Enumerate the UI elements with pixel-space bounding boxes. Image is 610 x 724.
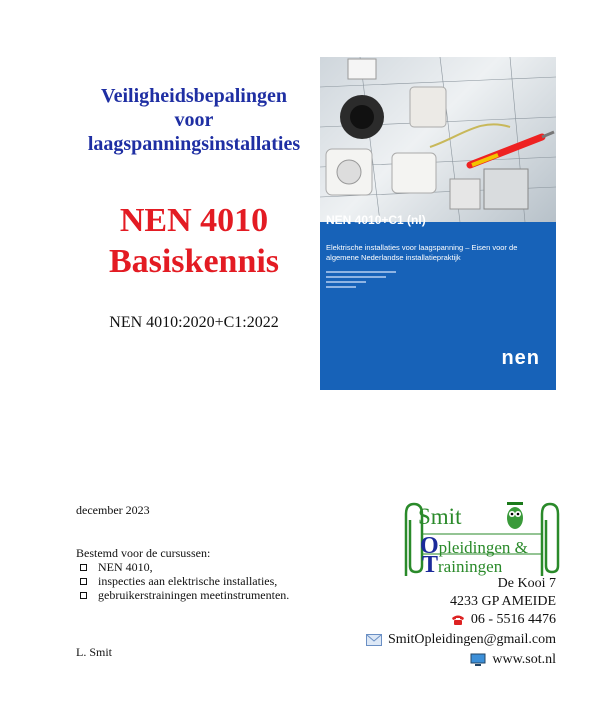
main-title <box>60 200 328 282</box>
website-link[interactable]: www.sot.nl <box>492 652 556 667</box>
cover-small-text <box>326 276 386 278</box>
nen-logo: nen <box>501 347 540 369</box>
owl-icon <box>504 502 526 530</box>
cover-photo-illustration <box>320 57 556 222</box>
list-item: NEN 4010, <box>78 560 289 574</box>
bullet-icon <box>80 578 87 585</box>
course-list <box>78 560 289 602</box>
list-item: inspecties aan elektrische installaties, <box>78 574 289 588</box>
bullet-icon <box>80 592 87 599</box>
title-line: NEN 4010 <box>119 202 269 239</box>
cover-photo <box>320 57 556 222</box>
book-cover-image <box>320 57 556 390</box>
list-item: gebruikerstrainingen meetinstrumenten. <box>78 588 289 602</box>
subtitle-line: laagspanningsinstallaties <box>87 133 301 155</box>
subtitle-line: voor <box>174 109 214 131</box>
subtitle <box>60 84 328 156</box>
phone-icon <box>451 614 465 626</box>
logo-line-opleidingen: Opleidingen & <box>420 533 528 559</box>
address-line: De Kooi 7 <box>497 576 556 591</box>
cover-description: Elektrische installaties voor laagspanning – Eisen voor de algemene Nederlandse installatiepraktijk <box>326 243 518 262</box>
phone-contact <box>451 612 556 628</box>
email-icon <box>366 634 382 646</box>
title-line: Basiskennis <box>108 243 280 280</box>
phone-number: 06 - 5516 4476 <box>470 612 556 627</box>
web-contact <box>470 652 556 668</box>
intended-for-label: Bestemd voor de cursussen: <box>76 546 211 560</box>
logo-name: Smit <box>418 504 462 529</box>
cover-standard-label: NEN 4010+C1 (nl) <box>326 213 426 227</box>
web-icon <box>470 653 486 667</box>
subtitle-line: Veiligheidsbepalingen <box>101 85 287 107</box>
cover-small-text <box>326 286 356 288</box>
company-logo <box>392 500 560 580</box>
address-line: 4233 GP AMEIDE <box>449 594 556 609</box>
email-address[interactable]: SmitOpleidingen@gmail.com <box>387 632 556 647</box>
bullet-icon <box>80 564 87 571</box>
cover-small-text <box>326 271 396 273</box>
logo-line-trainingen: Trainingen <box>422 552 503 578</box>
edition-label: NEN 4010:2020+C1:2022 <box>109 314 279 331</box>
author-name: L. Smit <box>76 645 113 659</box>
document-date: december 2023 <box>76 503 150 517</box>
email-contact <box>366 632 556 648</box>
cover-small-text <box>326 281 366 283</box>
